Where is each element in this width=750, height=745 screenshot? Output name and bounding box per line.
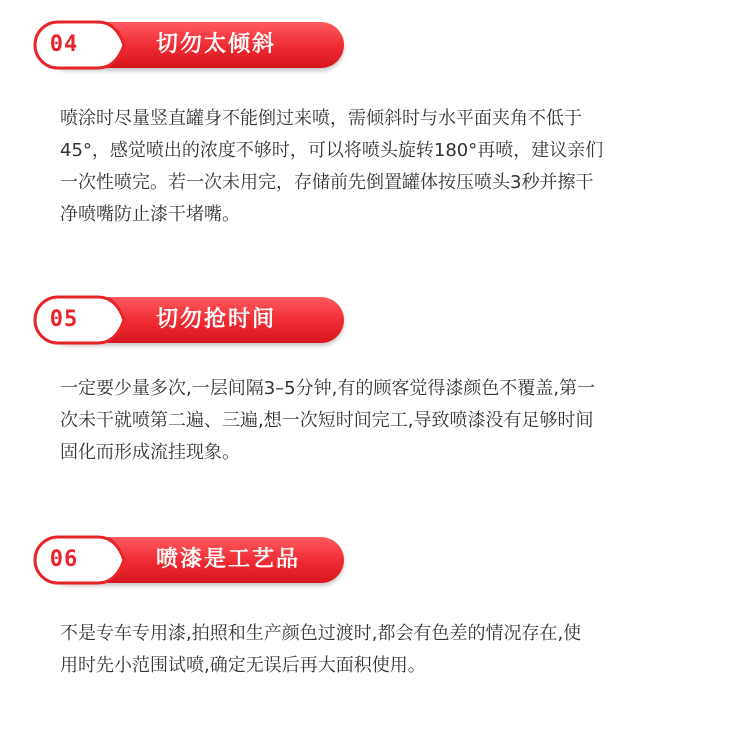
body-line: 喷涂时尽量竖直罐身不能倒过来喷，需倾斜时与水平面夹角不低于	[60, 108, 582, 129]
section-body	[60, 103, 720, 231]
number-badge	[28, 293, 128, 347]
section-number: 05	[49, 307, 79, 332]
body-line: 用时先小范围试喷,确定无误后再大面积使用。	[60, 655, 426, 676]
body-line: 45°，感觉喷出的浓度不够时，可以将喷头旋转180°再喷，建议亲们	[60, 140, 604, 161]
section-header	[28, 293, 328, 349]
number-badge	[28, 18, 128, 72]
section-title: 喷漆是工艺品	[156, 547, 301, 572]
body-line: 一定要少量多次,一层间隔3–5分钟,有的顾客觉得漆颜色不覆盖,第一	[60, 378, 596, 399]
body-line: 净喷嘴防止漆干堵嘴。	[60, 204, 240, 225]
section-number: 06	[49, 547, 79, 572]
body-line: 一次性喷完。若一次未用完，存储前先倒置罐体按压喷头3秒并擦干	[60, 172, 594, 193]
section-number: 04	[49, 32, 79, 57]
section-body	[60, 618, 720, 682]
section-header	[28, 533, 328, 589]
number-badge	[28, 533, 128, 587]
section-title: 切勿抢时间	[156, 307, 277, 332]
body-line: 固化而形成流挂现象。	[60, 442, 240, 463]
section-title: 切勿太倾斜	[156, 32, 277, 57]
section-header	[28, 18, 328, 74]
body-line: 不是专车专用漆,拍照和生产颜色过渡时,都会有色差的情况存在,使	[60, 623, 582, 644]
section-body	[60, 373, 720, 469]
body-line: 次未干就喷第二遍、三遍,想一次短时间完工,导致喷漆没有足够时间	[60, 410, 594, 431]
